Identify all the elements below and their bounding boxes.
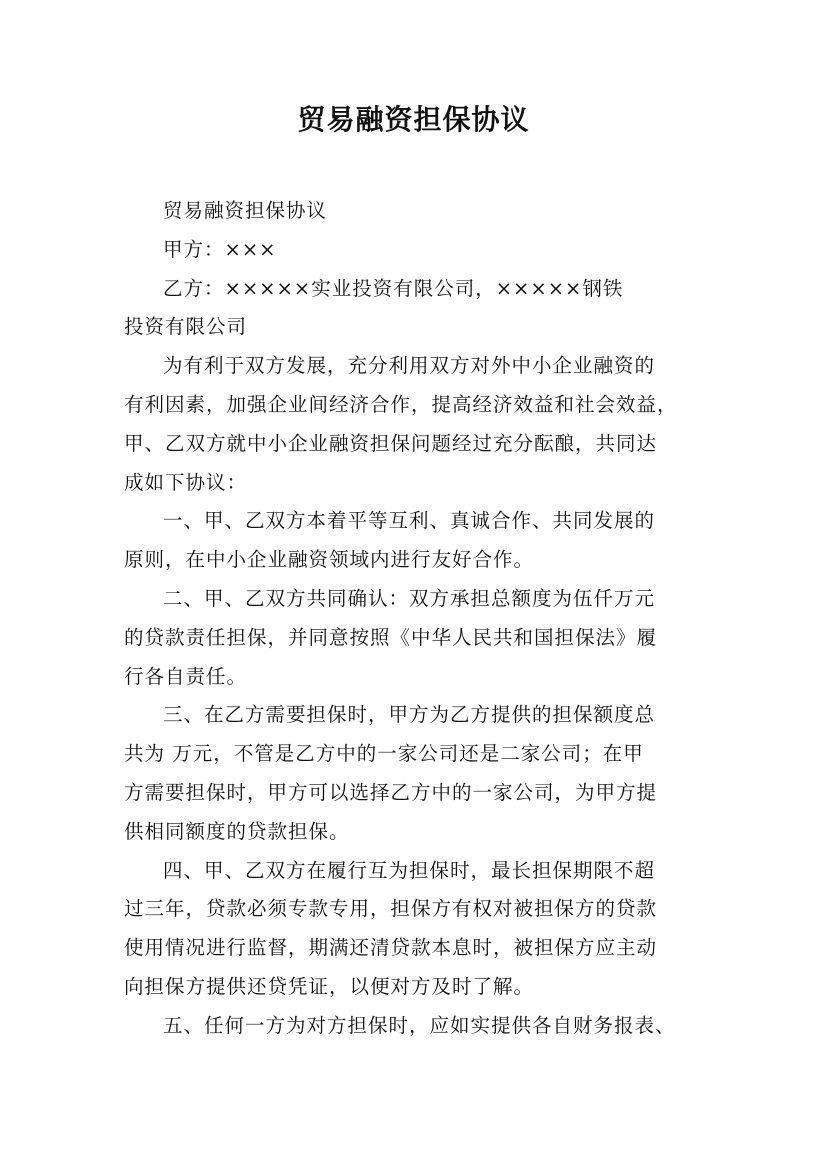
paragraph-line: 供相同额度的贷款担保。	[124, 819, 350, 843]
paragraph-line: 原则，在中小企业融资领域内进行友好合作。	[124, 548, 535, 572]
paragraph-line: 四、甲、乙双方在履行互为担保时，最长担保期限不超	[163, 858, 656, 882]
paragraph-line: 甲、乙双方就中小企业融资担保问题经过充分酝酿，共同达	[124, 431, 658, 455]
paragraph-line: 有利因素，加强企业间经济合作，提高经济效益和社会效益，	[124, 392, 678, 416]
document-body	[124, 192, 704, 1046]
paragraph-line: 三、在乙方需要担保时，甲方为乙方提供的担保额度总	[163, 703, 656, 727]
paragraph-party-b	[124, 270, 704, 348]
clause-2	[124, 580, 704, 696]
paragraph-line: 一、甲、乙双方本着平等互利、真诚合作、共同发展的	[163, 509, 656, 533]
clause-5	[124, 1007, 704, 1046]
paragraph-line: 甲方：×××	[163, 237, 277, 261]
paragraph-line: 过三年，贷款必须专款专用，担保方有权对被担保方的贷款	[124, 897, 658, 921]
paragraph-line: 乙方：×××××实业投资有限公司，×××××钢铁	[163, 276, 624, 300]
paragraph-line: 成如下协议：	[124, 470, 248, 494]
paragraph-line: 向担保方提供还贷凭证，以便对方及时了解。	[124, 974, 535, 998]
paragraph-preamble	[124, 347, 704, 502]
clause-4	[124, 852, 704, 1007]
paragraph-line: 使用情况进行监督，期满还清贷款本息时，被担保方应主动	[124, 936, 658, 960]
paragraph-line: 投资有限公司	[124, 315, 248, 339]
paragraph-line: 为有利于双方发展，充分利用双方对外中小企业融资的	[163, 354, 656, 378]
clause-1	[124, 502, 704, 580]
paragraph-line: 的贷款责任担保，并同意按照《中华人民共和国担保法》履	[124, 625, 658, 649]
paragraph-party-a	[124, 231, 704, 270]
paragraph-line: 共为 万元，不管是乙方中的一家公司还是二家公司；在甲	[124, 742, 644, 766]
paragraph-line: 方需要担保时，甲方可以选择乙方中的一家公司，为甲方提	[124, 780, 658, 804]
clause-3	[124, 696, 704, 851]
paragraph-line: 行各自责任。	[124, 664, 248, 688]
paragraph-line: 贸易融资担保协议	[163, 199, 328, 222]
paragraph-line: 五、任何一方为对方担保时，应如实提供各自财务报表、	[163, 1013, 676, 1037]
paragraph-line: 二、甲、乙双方共同确认：双方承担总额度为伍仟万元	[163, 586, 656, 610]
document-title: 贸易融资担保协议	[297, 103, 530, 136]
paragraph-heading	[124, 192, 704, 231]
